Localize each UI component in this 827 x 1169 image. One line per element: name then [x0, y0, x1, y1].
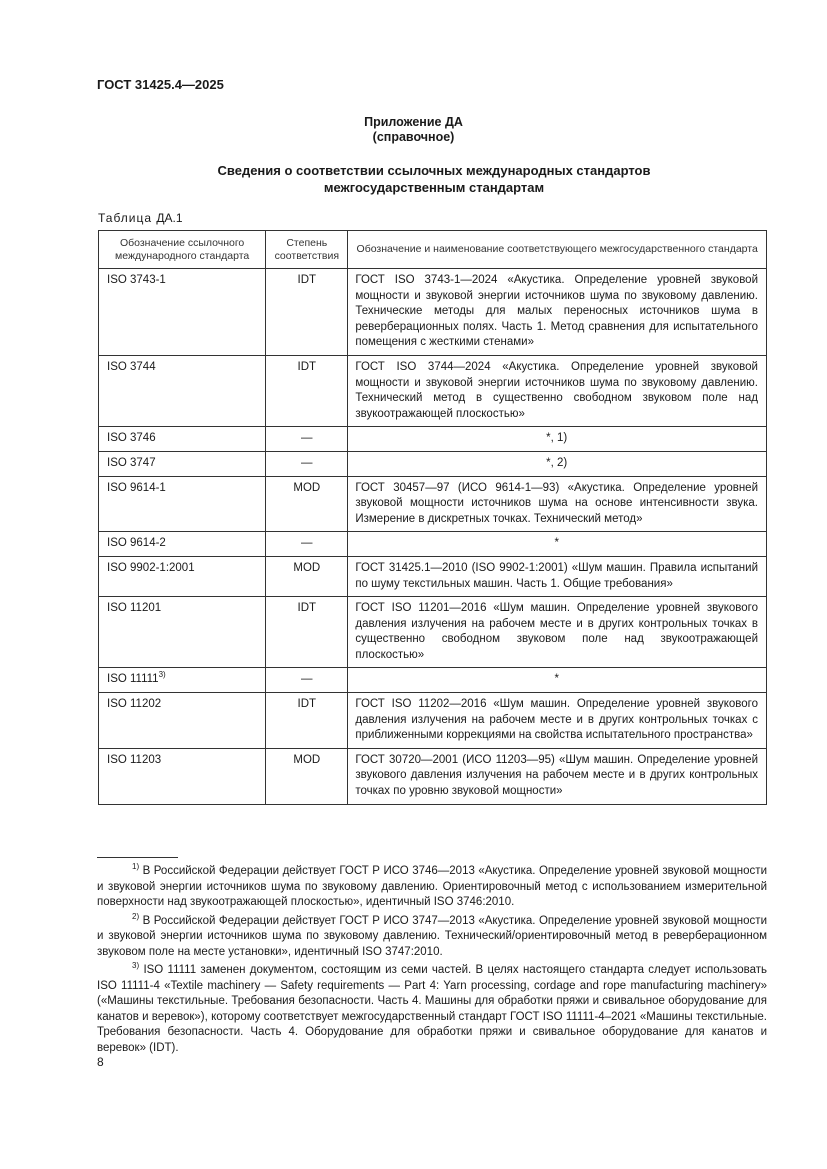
table-row: [99, 693, 767, 749]
footnote-mark: 1): [132, 862, 140, 872]
cell-interstate-standard: ГОСТ ISO 3743-1—2024 «Акустика. Определение уровней звуковой мощности и звуковой энергии источников шума по звуковому давлению. Технические методы для малых переносных источников шума в реверберационных полях. Часть 1. Метод сравнения для испытательного помещения с жесткими стенами»: [348, 269, 767, 356]
table-body: [99, 269, 767, 805]
footnote-marker: 3): [158, 670, 166, 680]
table-row: [99, 748, 767, 804]
page-number: 8: [97, 1055, 104, 1069]
annex-heading-line-2: межгосударственным стандартам: [323, 180, 545, 195]
table-row: [99, 355, 767, 426]
cell-international-standard: ISO 11202: [99, 693, 266, 749]
cell-interstate-standard: *: [348, 532, 767, 557]
table-label-word: Таблица: [98, 211, 153, 225]
header-interstate-standard: Обозначение и наименование соответствующего межгосударственного стандарта: [348, 231, 767, 269]
document-code: ГОСТ 31425.4—2025: [97, 77, 224, 92]
cell-interstate-standard: *, 1): [348, 427, 767, 452]
cell-degree: —: [266, 427, 348, 452]
cell-degree: MOD: [266, 476, 348, 532]
footnote-mark: 2): [132, 911, 140, 921]
cell-interstate-standard: ГОСТ 30457—97 (ИСО 9614-1—93) «Акустика. Определение уровней звуковой мощности источников шума на основе интенсивности звука. Измерение в дискретных точках. Технический метод»: [348, 476, 767, 532]
cell-international-standard: ISO 11111$^{3)}$: [99, 668, 266, 693]
table-row: [99, 597, 767, 668]
cell-interstate-standard: *, 2): [348, 451, 767, 476]
cell-interstate-standard: ГОСТ 31425.1—2010 (ISO 9902-1:2001) «Шум машин. Правила испытаний по шуму текстильных машин. Часть 1. Общие требования»: [348, 556, 767, 596]
cell-international-standard: ISO 9902-1:2001: [99, 556, 266, 596]
table-row: [99, 668, 767, 693]
cell-international-standard: ISO 9614-2: [99, 532, 266, 557]
table-row: [99, 532, 767, 557]
footnote-text: В Российской Федерации действует ГОСТ Р ИСО 3747—2013 «Акустика. Определение уровней звуковой мощности и звуковой энергии источников шума по звуковому давлению. Технический/ориентировочный метод в реверберационном звуковом поле на месте установки», идентичный ISO 3747:2010.: [97, 914, 767, 958]
footnote: [97, 963, 767, 1056]
annex-heading: [0, 162, 827, 196]
cell-degree: IDT: [266, 597, 348, 668]
table-label: [98, 211, 183, 225]
table-row: [99, 269, 767, 356]
annex-title-line: Приложение ДА: [364, 115, 463, 129]
table-row: [99, 556, 767, 596]
cell-international-standard: ISO 3744: [99, 355, 266, 426]
footnote-text: В Российской Федерации действует ГОСТ Р ИСО 3746—2013 «Акустика. Определение уровней звуковой мощности и звуковой энергии источников шума по звуковому давлению. Ориентировочный метод с использованием измерительной поверхности над звукоотражающей плоскостью», идентичный ISO 3746:2010.: [97, 865, 767, 908]
cell-interstate-standard: ГОСТ 30720—2001 (ИСО 11203—95) «Шум машин. Определение уровней звукового давления излучения на рабочем месте и в других контрольных точках по уровню звуковой мощности»: [348, 748, 767, 804]
footnote: [97, 864, 767, 911]
cell-degree: —: [266, 532, 348, 557]
table-header-row: [99, 231, 767, 269]
table-row: [99, 427, 767, 452]
cell-degree: IDT: [266, 269, 348, 356]
footnote-mark: 3): [132, 961, 140, 971]
cell-international-standard: ISO 3743-1: [99, 269, 266, 356]
cell-international-standard: ISO 11201: [99, 597, 266, 668]
cell-degree: —: [266, 668, 348, 693]
cell-degree: IDT: [266, 355, 348, 426]
cell-interstate-standard: ГОСТ ISO 11201—2016 «Шум машин. Определение уровней звукового давления излучения на рабочем месте и в других контрольных точках в существенно свободном звуковом поле над звукоотражающей плоскостью»: [348, 597, 767, 668]
correspondence-table: [98, 230, 767, 805]
table-label-number: ДА.1: [156, 211, 183, 225]
cell-international-standard: ISO 11203: [99, 748, 266, 804]
header-degree: Степень соответствия: [266, 231, 348, 269]
footnote-divider: [97, 857, 178, 858]
cell-international-standard: ISO 3747: [99, 451, 266, 476]
cell-degree: MOD: [266, 556, 348, 596]
table-row: [99, 451, 767, 476]
cell-interstate-standard: ГОСТ ISO 11202—2016 «Шум машин. Определение уровней звукового давления излучения на рабочем месте и в других контрольных точках с приближенными коррекциями на свойства испытательного пространства»: [348, 693, 767, 749]
annex-subtitle: (справочное): [372, 130, 455, 144]
footnote-text: ISO 11111 заменен документом, состоящим из семи частей. В целях настоящего стандарта следует использовать ISO 11111-4 «Textile machinery — Safety requirements — Part 4: Yarn processing, cordage and rope manufacturing machinery» («Машины текстильные. Требования безопасности. Часть 4. Машины для обработки пряжи и свивальное оборудование для канатов и веревок»), которому соответствует межгосударственный стандарт ГОСТ ISO 11111-4–2021 «Машины текстильные. Требования безопасности. Часть 4. Оборудование для обработки пряжи и свивальное оборудование для канатов и веревок» (IDT).: [97, 964, 767, 1054]
cell-international-standard: ISO 3746: [99, 427, 266, 452]
cell-international-standard: ISO 9614-1: [99, 476, 266, 532]
footnote: [97, 911, 767, 961]
header-international-standard: Обозначение ссылочного международного стандарта: [99, 231, 266, 269]
annex-title: [0, 115, 827, 145]
cell-degree: IDT: [266, 693, 348, 749]
cell-interstate-standard: *: [348, 668, 767, 693]
cell-degree: MOD: [266, 748, 348, 804]
annex-heading-line-1: Сведения о соответствии ссылочных международных стандартов: [217, 163, 651, 178]
cell-degree: —: [266, 451, 348, 476]
table-row: [99, 476, 767, 532]
footnotes: [97, 864, 767, 1059]
cell-interstate-standard: ГОСТ ISO 3744—2024 «Акустика. Определение уровней звуковой мощности и звуковой энергии источников шума по звуковому давлению. Технический метод в существенно свободном звуковом поле над звукоотражающей плоскостью»: [348, 355, 767, 426]
